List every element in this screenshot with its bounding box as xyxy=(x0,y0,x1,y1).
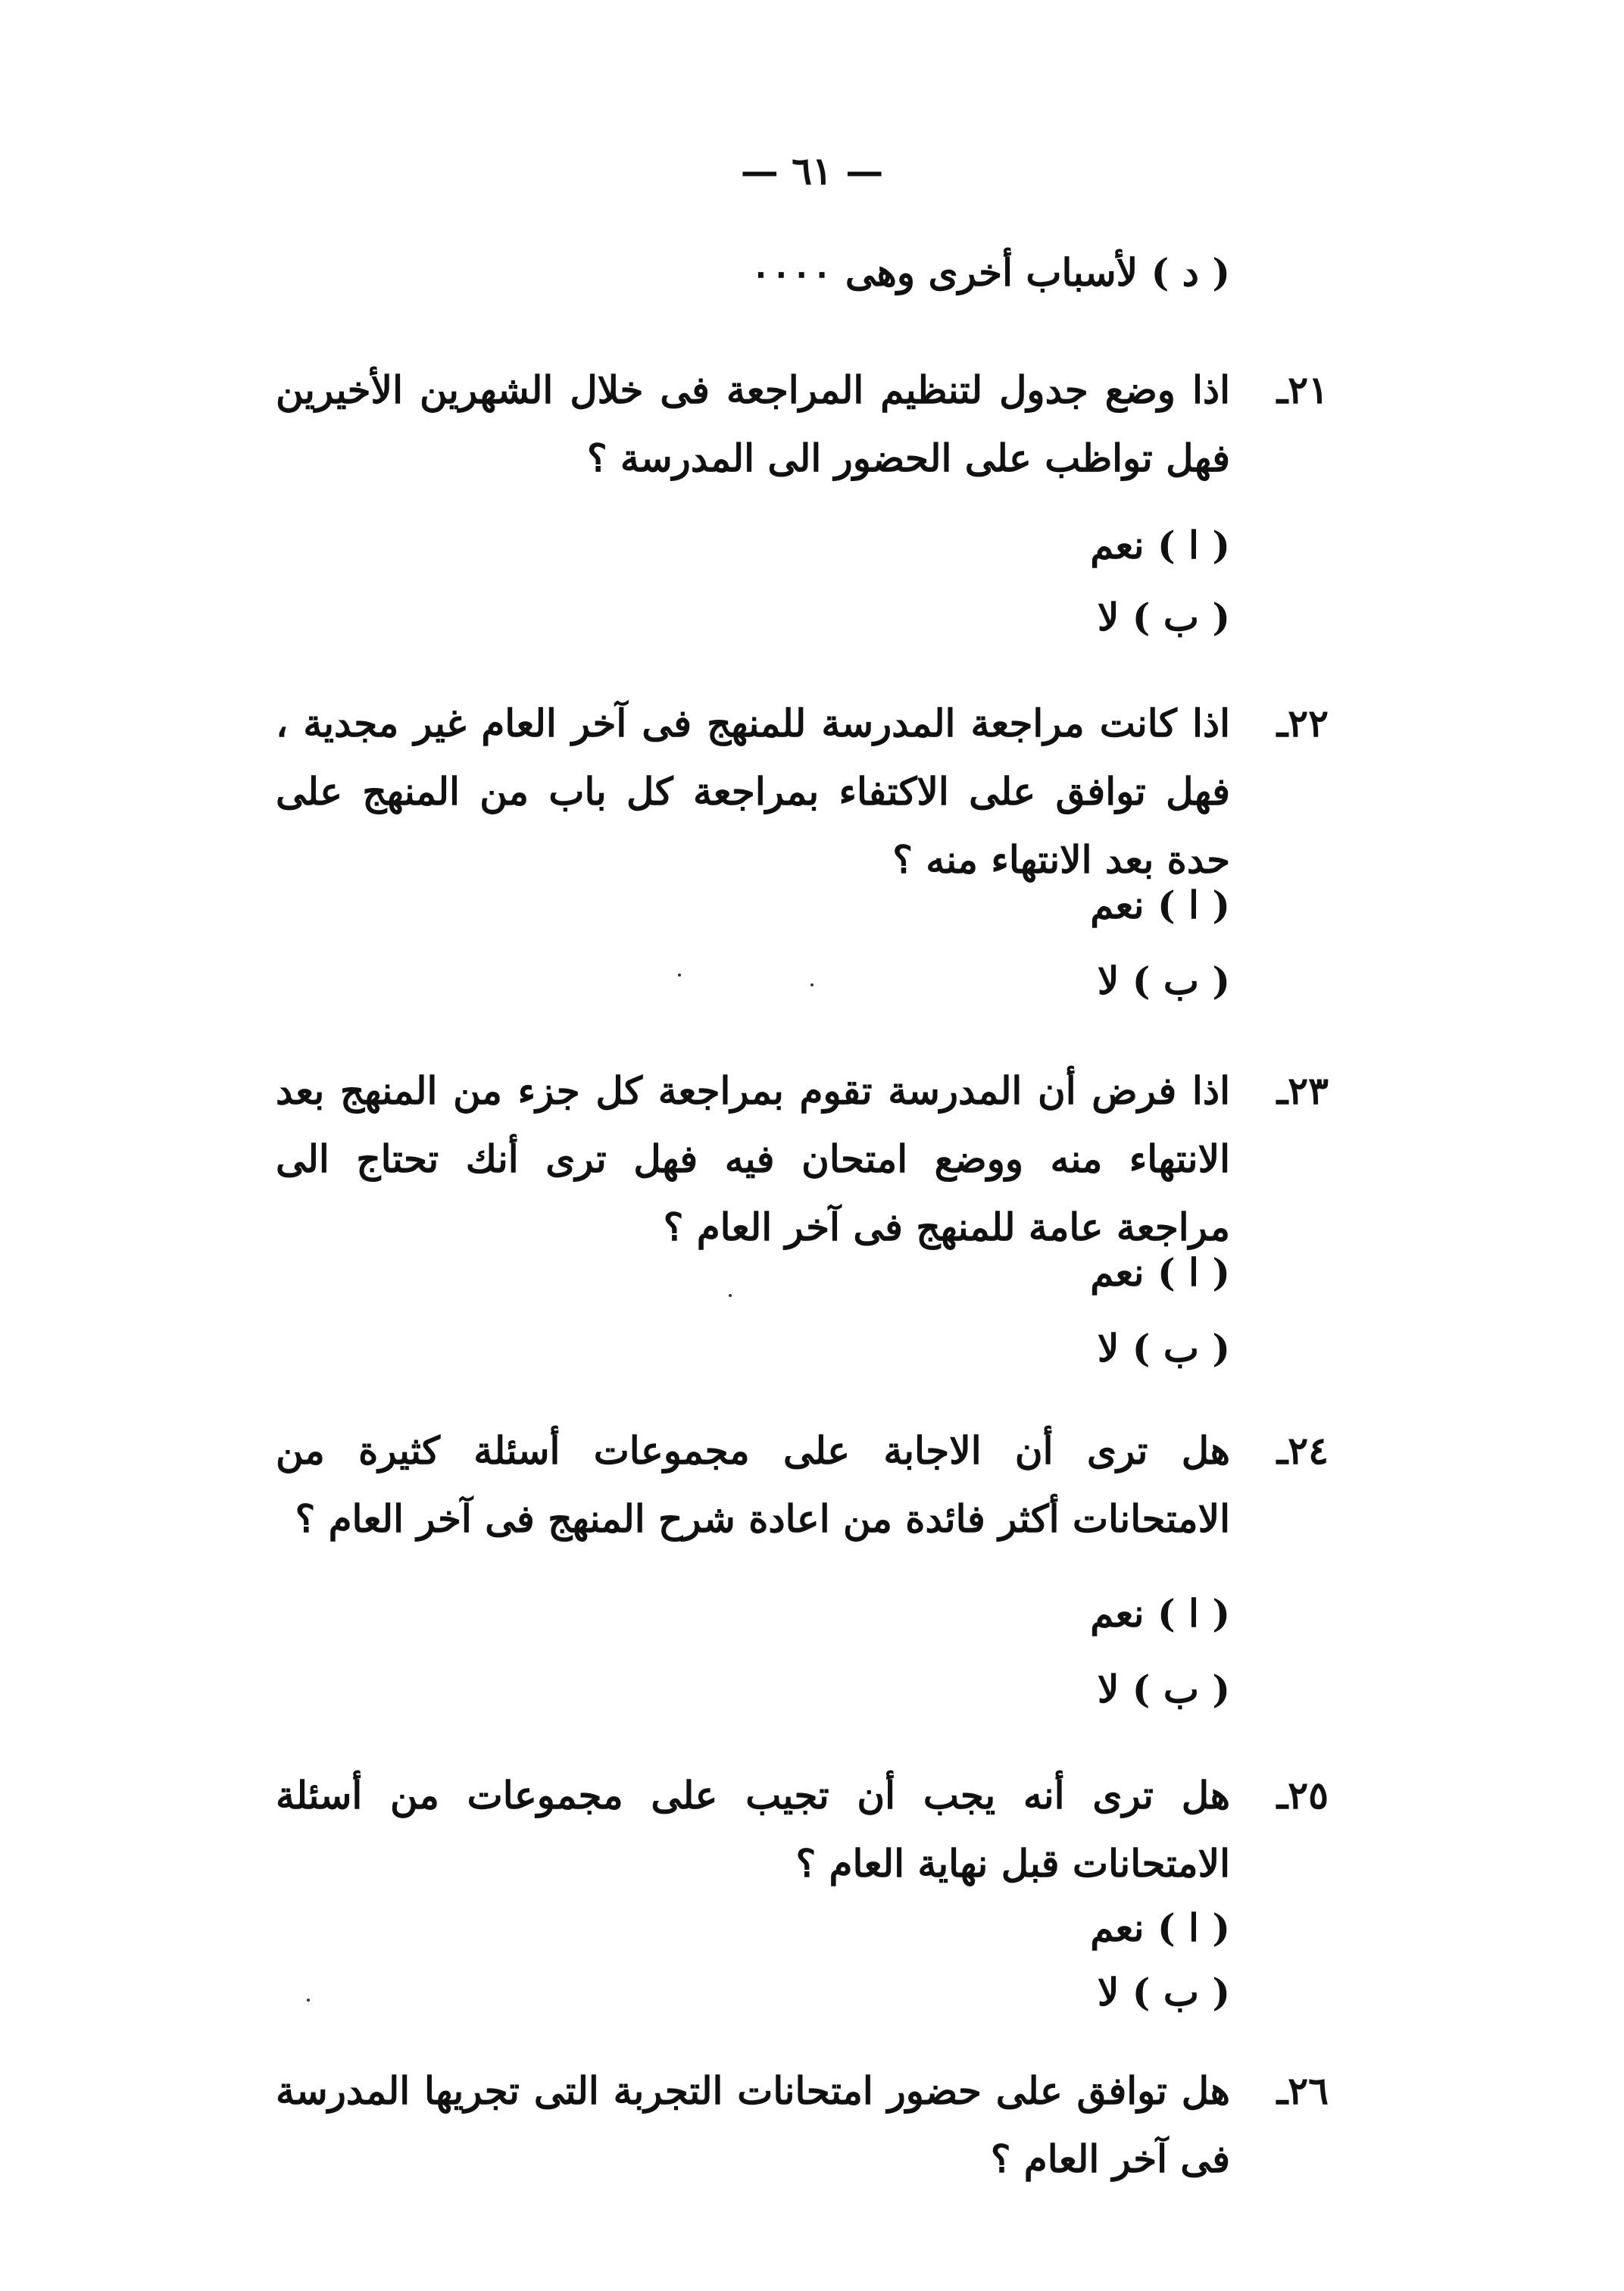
question-23 xyxy=(276,1057,1329,1261)
option-no: ( ب ) لا xyxy=(1097,958,1230,1003)
question-number: ٢٣ـ xyxy=(1276,1068,1329,1113)
option-no: ( ب ) لا xyxy=(1097,595,1230,639)
question-25 xyxy=(276,1761,1329,1898)
option-no: ( ب ) لا xyxy=(1097,1970,1230,2014)
option-d-other-reasons: ( د ) لأسباب أخرى وهى ٠٠٠٠ xyxy=(751,250,1230,295)
question-text: اذا كانت مراجعة المدرسة للمنهج فى آخر العام غير مجدية ، فهل توافق على الاكتفاء بمراجعة كل باب من المنهج على حدة بعد الانتهاء منه ؟ xyxy=(276,701,1230,882)
question-text: هل ترى أنه يجب أن تجيب على مجموعات من أسئلة الامتحانات قبل نهاية العام ؟ xyxy=(276,1773,1230,1886)
option-yes: ( ا ) نعم xyxy=(1090,523,1230,567)
question-number: ٢٤ـ xyxy=(1276,1428,1329,1473)
option-yes: ( ا ) نعم xyxy=(1090,883,1230,927)
option-yes: ( ا ) نعم xyxy=(1090,1591,1230,1636)
page-number: — ٦١ — xyxy=(740,148,884,193)
option-no: ( ب ) لا xyxy=(1097,1667,1230,1711)
question-number: ٢٦ـ xyxy=(1276,2068,1329,2113)
scan-speck xyxy=(810,983,814,986)
question-22 xyxy=(276,689,1329,894)
question-text: هل توافق على حضور امتحانات التجربة التى تجريها المدرسة فى آخر العام ؟ xyxy=(276,2068,1230,2181)
question-26 xyxy=(276,2057,1329,2193)
question-number: ٢١ـ xyxy=(1276,367,1329,412)
question-text: هل ترى أن الاجابة على مجموعات أسئلة كثيرة من الامتحانات أكثر فائدة من اعادة شرح المنهج فى آخر العام ؟ xyxy=(276,1428,1230,1541)
question-number: ٢٢ـ xyxy=(1276,701,1329,745)
scan-speck xyxy=(729,1294,732,1297)
question-number: ٢٥ـ xyxy=(1276,1773,1329,1817)
option-no: ( ب ) لا xyxy=(1097,1326,1230,1371)
option-yes: ( ا ) نعم xyxy=(1090,1250,1230,1295)
question-text: اذا وضع جدول لتنظيم المراجعة فى خلال الشهرين الأخيرين فهل تواظب على الحضور الى المدرسة ؟ xyxy=(276,367,1230,480)
option-yes: ( ا ) نعم xyxy=(1090,1905,1230,1950)
scan-speck xyxy=(678,974,681,977)
scan-speck xyxy=(307,1999,310,2002)
question-24 xyxy=(276,1417,1329,1553)
question-21 xyxy=(276,356,1329,492)
question-text: اذا فرض أن المدرسة تقوم بمراجعة كل جزء من المنهج بعد الانتهاء منه ووضع امتحان فيه فهل ترى أنك تحتاج الى مراجعة عامة للمنهج فى آخر العام ؟ xyxy=(276,1068,1230,1249)
